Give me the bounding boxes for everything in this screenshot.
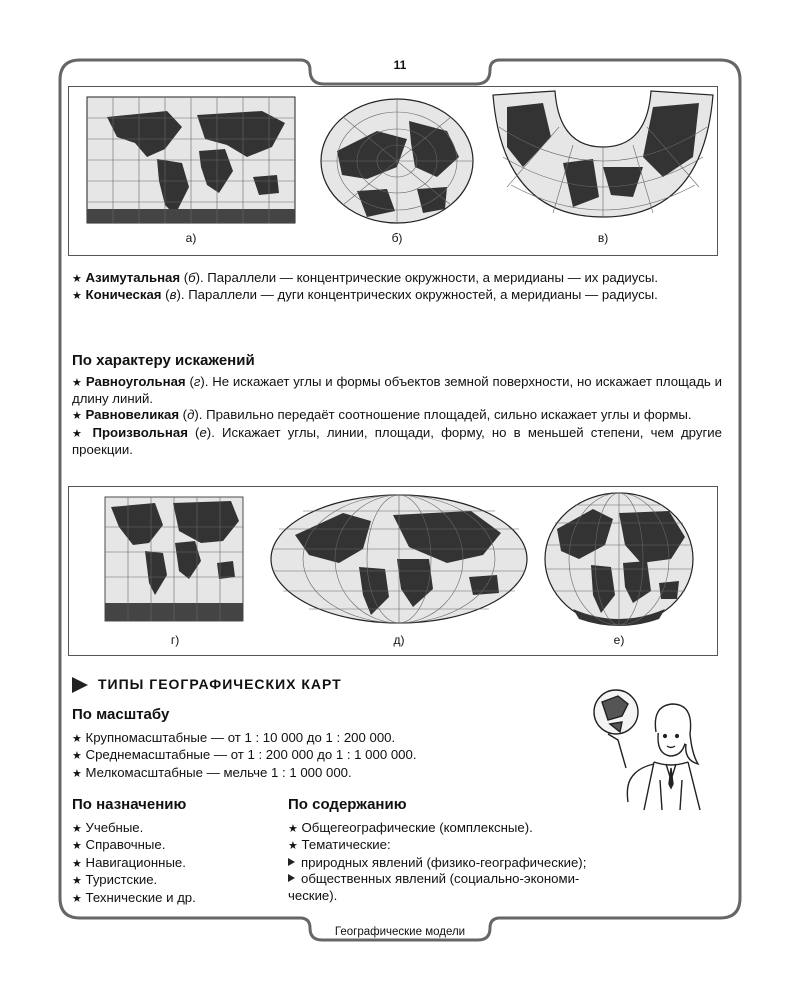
star-icon: ★ — [72, 273, 82, 285]
caption-b: б) — [391, 231, 403, 245]
star-icon: ★ — [72, 290, 82, 303]
caption-a: а) — [185, 231, 197, 245]
term-conformal: Равноугольная — [85, 374, 186, 389]
mollweide-map — [271, 495, 527, 623]
cylindrical-map — [87, 97, 295, 223]
content-heading: По содержанию — [288, 796, 407, 813]
azimuthal-map — [321, 99, 473, 223]
list-item: ★ Справочные. — [72, 837, 166, 853]
section-title: ТИПЫ ГЕОГРАФИЧЕСКИХ КАРТ — [72, 676, 342, 693]
projection-figure-bottom — [68, 486, 718, 656]
term-arbitrary: Произвольная — [92, 424, 188, 440]
equal-area-paragraph: ★ Равновеликая (д). Правильно передаёт соотношение площадей, сильно искажает углы и формы. — [72, 407, 692, 423]
conformal-paragraph: ★ Равноугольная (г). Не искажает углы и формы объектов земной поверхности, но искажает площадь и длину линий. — [72, 374, 722, 407]
footer-title: Географические модели — [334, 926, 466, 938]
caption-g: г) — [170, 633, 180, 647]
list-item: ★ Навигационные. — [72, 854, 186, 870]
list-item: ★ Туристские. — [72, 872, 158, 888]
list-item: ★ Среднемасштабные — от 1 : 200 000 до 1 : 1 000 000. — [72, 747, 417, 763]
term-azimuthal: Азимутальная — [85, 270, 181, 285]
small-triangle-icon — [288, 858, 295, 866]
list-item: ★ Мелкомасштабные — мельче 1 : 1 000 000. — [72, 764, 352, 780]
projection-maps-top — [69, 87, 717, 255]
conic-map — [493, 91, 713, 232]
list-subitem-continued: ческие). — [288, 887, 338, 903]
arbitrary-map — [545, 493, 693, 626]
term-equal-area: Равновеликая — [85, 407, 180, 423]
projection-maps-bottom — [69, 487, 717, 655]
scale-heading: По масштабу — [72, 706, 170, 723]
projection-figure-top — [68, 86, 718, 256]
caption-v: в) — [597, 231, 609, 245]
list-subitem: общественных явлений (социально-экономи- — [288, 871, 586, 887]
mercator-map — [105, 497, 243, 621]
triangle-right-icon — [72, 677, 88, 693]
caption-e: е) — [613, 633, 625, 647]
list-item: ★ Общегеографические (комплексные). — [288, 820, 533, 835]
distortion-heading: По характеру искажений — [72, 352, 255, 369]
list-subitem: природных явлений (физико-географические); — [288, 855, 586, 871]
small-triangle-icon — [288, 874, 295, 882]
projection-surface-text — [72, 270, 722, 304]
page-number: 11 — [393, 58, 407, 72]
azimuthal-paragraph: ★ Азимутальная (б). Параллели — концентрические окружности, а меридианы — их радиусы. — [72, 270, 658, 285]
scale-list — [72, 730, 416, 782]
girl-with-globe-illustration — [588, 684, 728, 814]
conic-paragraph: ★ Коническая (в). Параллели — дуги концентрических окружностей, а меридианы — радиусы. — [72, 287, 658, 303]
star-icon: ★ — [72, 377, 83, 389]
term-conic: Коническая — [85, 287, 162, 303]
star-icon: ★ — [72, 427, 86, 440]
arbitrary-paragraph: ★ Произвольная (е). Искажает углы, линии, площади, форму, но в меньшей степени, чем другие проекции. — [72, 424, 722, 457]
content-list — [288, 820, 586, 904]
caption-d: д) — [393, 633, 405, 647]
purpose-list — [72, 820, 196, 907]
list-item: ★ Технические и др. — [72, 889, 196, 905]
purpose-heading: По назначению — [72, 796, 187, 813]
list-item: ★ Крупномасштабные — от 1 : 10 000 до 1 : 200 000. — [72, 730, 396, 745]
star-icon: ★ — [72, 410, 82, 423]
list-item: ★ Тематические: — [288, 837, 391, 853]
list-item: ★ Учебные. — [72, 820, 144, 835]
distortion-text — [72, 374, 722, 458]
